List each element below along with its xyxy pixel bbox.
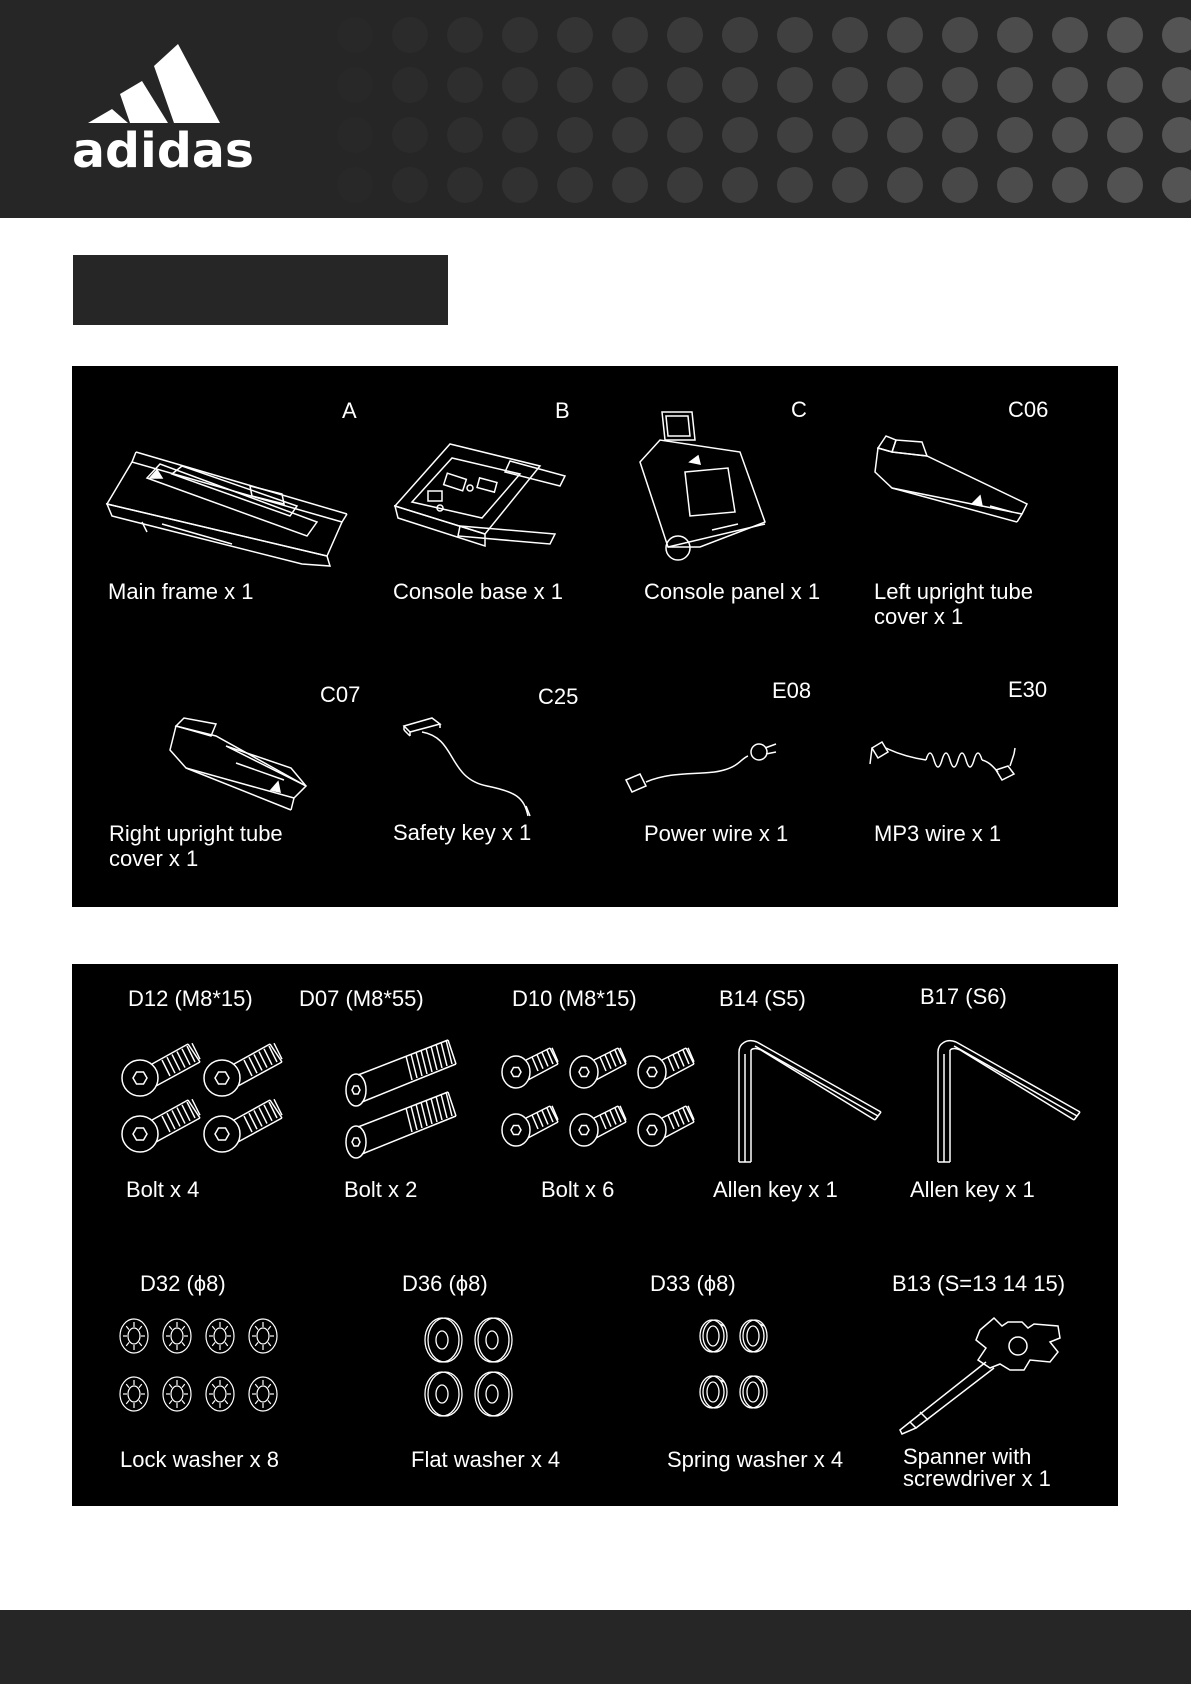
dot — [447, 117, 483, 153]
dot — [282, 117, 318, 153]
dot — [392, 17, 428, 53]
bolt — [570, 1048, 626, 1088]
washer — [120, 1319, 148, 1353]
part-label: Console panel x 1 — [644, 579, 821, 604]
left-tube-cover-icon — [872, 434, 1032, 534]
washer — [700, 1320, 727, 1352]
dot — [1107, 67, 1143, 103]
dot — [1107, 167, 1143, 203]
dot — [282, 67, 318, 103]
washer — [120, 1377, 148, 1411]
washer — [206, 1319, 234, 1353]
hardware-label-line2: screwdriver x 1 — [903, 1466, 1051, 1491]
button-bolt-icon — [500, 1032, 696, 1162]
hardware-label: Bolt x 4 — [126, 1177, 200, 1202]
part-label-line2: cover x 1 — [874, 604, 964, 629]
allen-key-icon — [934, 1036, 1084, 1166]
dot — [337, 167, 373, 203]
dot — [1162, 67, 1191, 103]
washer — [475, 1372, 512, 1416]
long-bolt-icon — [344, 1028, 464, 1158]
hardware-label: Bolt x 6 — [541, 1177, 615, 1202]
bolt — [638, 1048, 694, 1088]
part-label: Power wire x 1 — [644, 821, 789, 846]
part-label: Main frame x 1 — [108, 579, 254, 604]
bolt — [122, 1043, 200, 1096]
dot — [557, 167, 593, 203]
footer-bar — [0, 1610, 1191, 1684]
dot — [722, 67, 758, 103]
dot — [557, 67, 593, 103]
main-frame-icon — [102, 444, 362, 569]
dot — [722, 117, 758, 153]
dot — [887, 17, 923, 53]
dot — [777, 167, 813, 203]
dot — [997, 167, 1033, 203]
dot — [502, 67, 538, 103]
part-code: E08 — [772, 678, 812, 703]
washer — [206, 1377, 234, 1411]
dot — [942, 117, 978, 153]
bolt — [502, 1048, 558, 1088]
part-code: C06 — [1008, 397, 1049, 422]
dot — [1052, 67, 1088, 103]
dot — [612, 167, 648, 203]
logo-wordmark: adidas — [72, 123, 254, 174]
header-bar — [0, 0, 1191, 218]
dot — [997, 117, 1033, 153]
safety-key-icon — [402, 708, 542, 818]
washer — [163, 1319, 191, 1353]
flat-washer-icon — [420, 1310, 520, 1420]
dot — [392, 167, 428, 203]
dot — [612, 17, 648, 53]
bolt — [570, 1106, 626, 1146]
socket-bolt-icon — [120, 1036, 280, 1156]
dot — [1162, 167, 1191, 203]
washer — [425, 1318, 462, 1362]
dot — [502, 167, 538, 203]
hardware-code: D12 (M8*15) — [128, 986, 253, 1011]
part-label: Right upright tube — [109, 821, 283, 846]
dot — [667, 117, 703, 153]
bolt — [502, 1106, 558, 1146]
hardware-code: B14 (S5) — [719, 986, 806, 1011]
logo-stripe-3 — [154, 44, 220, 123]
part-code: B — [555, 398, 570, 423]
dot — [282, 167, 318, 203]
dot — [1162, 17, 1191, 53]
dot — [1052, 117, 1088, 153]
hardware-label: Spanner with — [903, 1444, 1032, 1469]
lock-washer-icon — [116, 1312, 282, 1422]
hardware-label: Spring washer x 4 — [667, 1447, 844, 1472]
adidas-logo — [70, 44, 260, 179]
part-label: Left upright tube — [874, 579, 1034, 604]
dot — [887, 67, 923, 103]
spring-washer-icon — [696, 1316, 776, 1416]
parts-panel — [72, 366, 1118, 907]
washer — [425, 1372, 462, 1416]
washer — [249, 1377, 277, 1411]
spanner-screwdriver-icon — [890, 1312, 1070, 1432]
dot — [612, 117, 648, 153]
part-code: E30 — [1008, 677, 1048, 702]
washer — [475, 1318, 512, 1362]
dot — [887, 167, 923, 203]
hardware-code: D36 (ϕ8) — [402, 1271, 488, 1296]
dot — [337, 17, 373, 53]
dot — [832, 167, 868, 203]
dot — [777, 17, 813, 53]
part-code: C — [791, 397, 807, 422]
bolt — [638, 1106, 694, 1146]
hardware-label: Bolt x 2 — [344, 1177, 418, 1202]
part-code: C07 — [320, 682, 361, 707]
hardware-code: B17 (S6) — [920, 984, 1007, 1009]
right-tube-cover-icon — [166, 718, 326, 818]
dot — [282, 17, 318, 53]
dot — [1052, 167, 1088, 203]
dot — [722, 17, 758, 53]
dot — [337, 117, 373, 153]
hardware-label: Flat washer x 4 — [411, 1447, 561, 1472]
hardware-code: D10 (M8*15) — [512, 986, 637, 1011]
dot — [1052, 17, 1088, 53]
bolt — [204, 1099, 282, 1152]
bolt — [122, 1099, 200, 1152]
dot — [667, 17, 703, 53]
power-wire-icon — [624, 740, 784, 800]
hardware-code: D32 (ϕ8) — [140, 1271, 226, 1296]
part-label: Console base x 1 — [393, 579, 563, 604]
hardware-panel — [72, 964, 1118, 1506]
dot — [447, 17, 483, 53]
part-label-line2: cover x 1 — [109, 846, 199, 871]
console-panel-icon — [640, 412, 780, 562]
dot — [557, 117, 593, 153]
dot — [942, 67, 978, 103]
washer — [740, 1320, 767, 1352]
washer — [249, 1319, 277, 1353]
washer — [740, 1376, 767, 1408]
dot — [832, 117, 868, 153]
dot — [887, 117, 923, 153]
dot — [667, 167, 703, 203]
dot — [612, 67, 648, 103]
dot — [942, 167, 978, 203]
dot — [557, 17, 593, 53]
part-code: C25 — [538, 684, 579, 709]
hardware-code: D07 (M8*55) — [299, 986, 424, 1011]
dot — [997, 17, 1033, 53]
dot — [777, 117, 813, 153]
washer — [163, 1377, 191, 1411]
dot — [447, 167, 483, 203]
hardware-code: B13 (S=13 14 15) — [892, 1271, 1066, 1296]
dot — [392, 67, 428, 103]
dot — [502, 17, 538, 53]
logo-stripe-1 — [88, 109, 128, 123]
logo-stripe-2 — [120, 81, 168, 123]
dot — [1162, 117, 1191, 153]
dot — [997, 67, 1033, 103]
dot — [942, 17, 978, 53]
dot — [667, 67, 703, 103]
hardware-label: Lock washer x 8 — [120, 1447, 279, 1472]
dot — [722, 167, 758, 203]
washer — [700, 1376, 727, 1408]
dot — [777, 67, 813, 103]
part-label: MP3 wire x 1 — [874, 821, 1002, 846]
hardware-label: Allen key x 1 — [713, 1177, 838, 1202]
dot — [1107, 117, 1143, 153]
dot — [447, 67, 483, 103]
allen-key-icon — [735, 1036, 885, 1166]
hardware-label: Allen key x 1 — [910, 1177, 1035, 1202]
dot — [832, 67, 868, 103]
part-label: Safety key x 1 — [393, 820, 532, 845]
console-base-icon — [390, 436, 570, 556]
dot — [392, 117, 428, 153]
dot — [832, 17, 868, 53]
bolt — [204, 1043, 282, 1096]
mp3-wire-icon — [868, 738, 1018, 798]
dot — [1107, 17, 1143, 53]
dot — [502, 117, 538, 153]
section-title-bar — [73, 255, 448, 325]
dot — [337, 67, 373, 103]
hardware-code: D33 (ϕ8) — [650, 1271, 736, 1296]
part-code: A — [342, 398, 357, 423]
